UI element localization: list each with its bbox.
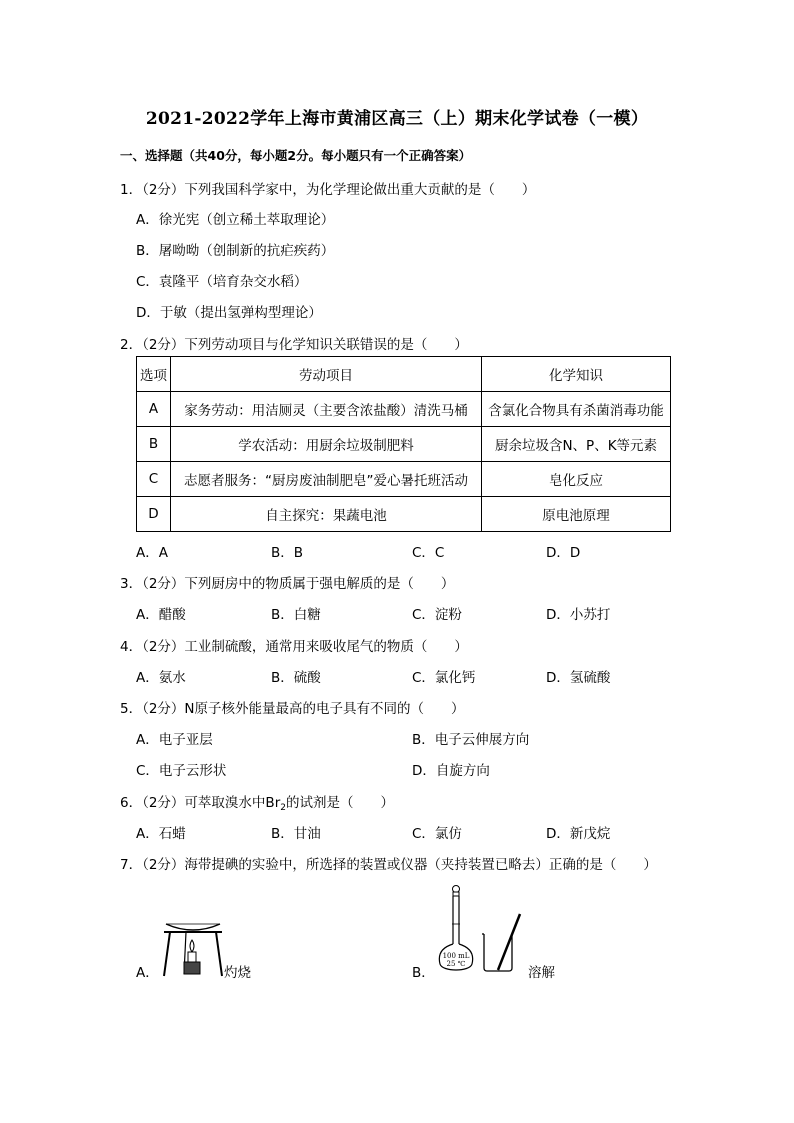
table-header-cell: 选项 <box>137 357 171 392</box>
table-row <box>137 497 671 532</box>
q1-option-c: C．袁隆平（培育杂交水稻） <box>136 274 308 290</box>
q5-option-b: B．电子云伸展方向 <box>412 732 530 748</box>
q2-table <box>136 356 671 532</box>
table-cell: 皂化反应 <box>482 462 671 497</box>
table-row <box>137 392 671 427</box>
q1-option-a: A．徐光宪（创立稀土萃取理论） <box>136 212 335 228</box>
table-cell: D <box>137 497 171 532</box>
q6-stem-text: 6．（2分）可萃取溴水中Br <box>120 795 281 811</box>
q4-option-c: C．氯化钙 <box>412 670 476 686</box>
q7-option-b: B． <box>412 965 435 981</box>
q6-option-c: C．氯仿 <box>412 826 462 842</box>
table-header-cell: 劳动项目 <box>171 357 482 392</box>
table-cell: 自主探究：果蔬电池 <box>171 497 482 532</box>
table-cell: 厨余垃圾含N、P、K等元素 <box>482 427 671 462</box>
question-3-stem: 3．（2分）下列厨房中的物质属于强电解质的是（ ） <box>120 576 455 592</box>
question-7-stem: 7．（2分）海带提碘的实验中，所选择的装置或仪器（夹持装置已略去）正确的是（ ） <box>120 857 657 873</box>
table-cell: C <box>137 462 171 497</box>
flask-volume-label: 100 mL <box>442 952 470 960</box>
table-cell: 家务劳动：用洁厕灵（主要含浓盐酸）清洗马桶 <box>171 392 482 427</box>
table-cell: 学农活动：用厨余垃圾制肥料 <box>171 427 482 462</box>
q6-stem-text-end: 的试剂是（ ） <box>285 795 394 811</box>
question-5-stem: 5．（2分）N原子核外能量最高的电子具有不同的（ ） <box>120 701 465 717</box>
q5-option-c: C．电子云形状 <box>136 763 227 779</box>
question-6-stem <box>120 791 394 813</box>
question-1-stem: 1．（2分）下列我国科学家中，为化学理论做出重大贡献的是（ ） <box>120 182 536 198</box>
q3-option-a: A．醋酸 <box>136 607 186 623</box>
q2-option-b: B．B <box>271 545 304 561</box>
q4-option-a: A．氨水 <box>136 670 186 686</box>
q2-option-d: D．D <box>546 545 581 561</box>
table-cell: A <box>137 392 171 427</box>
question-2-stem: 2．（2分）下列劳动项目与化学知识关联错误的是（ ） <box>120 337 468 353</box>
q5-option-d: D．自旋方向 <box>412 763 490 779</box>
table-row <box>137 462 671 497</box>
crucible-on-tripod-icon <box>162 918 224 978</box>
q1-option-b: B．屠呦呦（创制新的抗疟疾药） <box>136 243 335 259</box>
q6-option-b: B．甘油 <box>271 826 321 842</box>
table-cell: B <box>137 427 171 462</box>
table-cell: 原电池原理 <box>482 497 671 532</box>
question-4-stem: 4．（2分）工业制硫酸，通常用来吸收尾气的物质（ ） <box>120 639 468 655</box>
flask-temperature-label: 25 ℃ <box>446 960 466 968</box>
q4-option-d: D．氢硫酸 <box>546 670 611 686</box>
q2-option-a: A．A <box>136 545 168 561</box>
q3-option-c: C．淀粉 <box>412 607 462 623</box>
table-header-cell: 化学知识 <box>482 357 671 392</box>
q6-option-a: A．石蜡 <box>136 826 186 842</box>
q4-option-b: B．硫酸 <box>271 670 321 686</box>
q1-option-d: D．于敏（提出氢弹构型理论） <box>136 305 322 321</box>
table-header-row <box>137 357 671 392</box>
q5-option-a: A．电子亚层 <box>136 732 213 748</box>
exam-title: 2021-2022学年上海市黄浦区高三（上）期末化学试卷（一模） <box>145 109 649 129</box>
q7-figure-b-caption: 溶解 <box>528 965 555 981</box>
table-row <box>137 427 671 462</box>
q2-option-c: C．C <box>412 545 445 561</box>
q3-option-b: B．白糖 <box>271 607 321 623</box>
volumetric-flask-and-beaker-icon <box>438 884 528 976</box>
table-cell: 含氯化合物具有杀菌消毒功能 <box>482 392 671 427</box>
q6-option-d: D．新戊烷 <box>546 826 611 842</box>
section-heading: 一、选择题（共40分，每小题2分。每小题只有一个正确答案） <box>120 148 472 163</box>
q7-figure-a-caption: 灼烧 <box>224 965 251 981</box>
q6-subscript: 2 <box>280 803 286 813</box>
table-cell: 志愿者服务：“厨房废油制肥皂”爱心暑托班活动 <box>171 462 482 497</box>
q3-option-d: D．小苏打 <box>546 607 611 623</box>
q7-option-a: A． <box>136 965 159 981</box>
